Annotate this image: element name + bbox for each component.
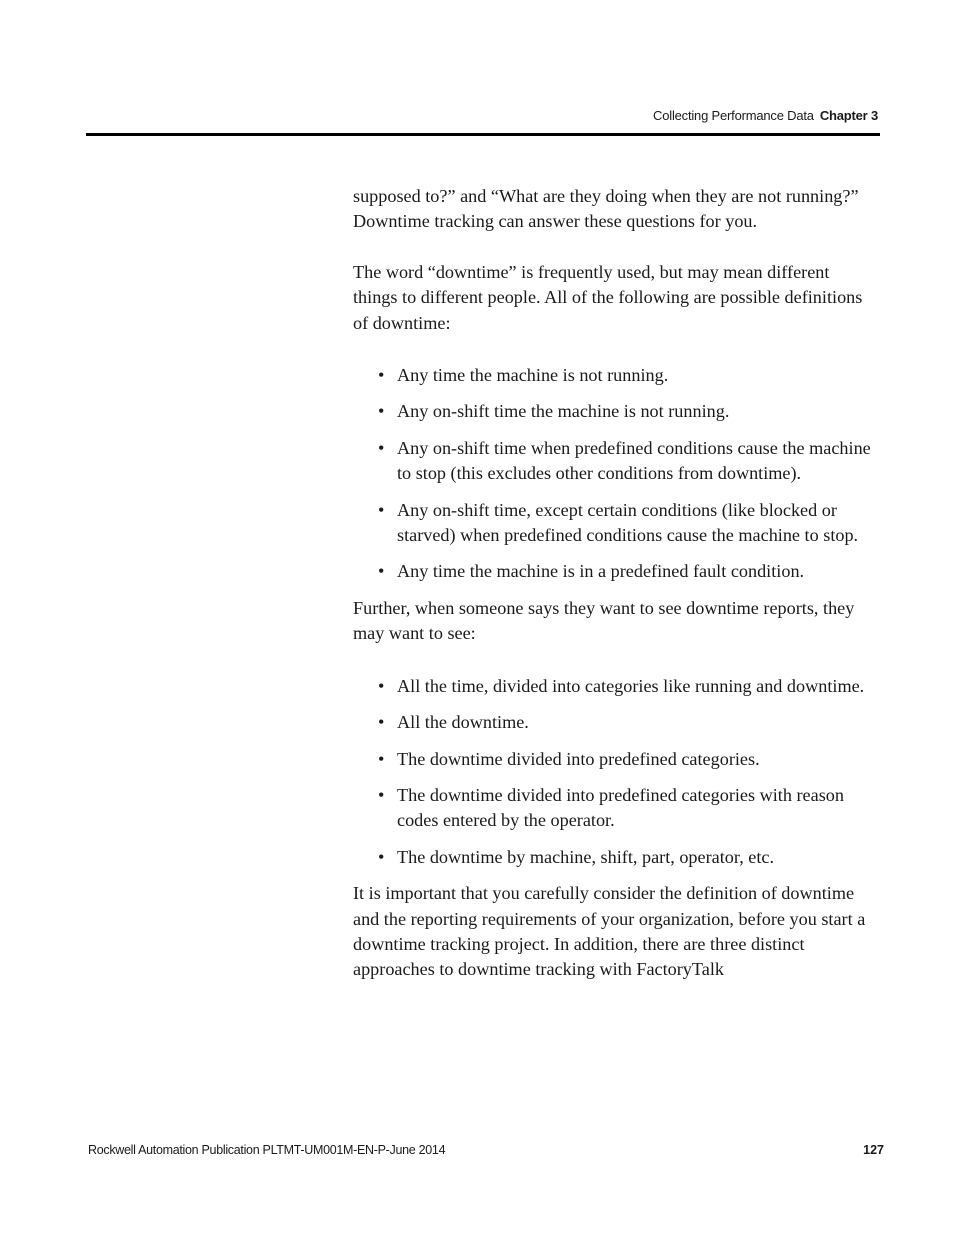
bullet-icon: • xyxy=(378,365,385,386)
list-item-text: Any time the machine is not running. xyxy=(397,365,669,386)
bullet-icon: • xyxy=(378,437,385,458)
downtime-reports-list xyxy=(353,674,873,870)
list-item-text: All the time, divided into categories like running and downtime. xyxy=(397,675,865,696)
list-item xyxy=(378,399,873,424)
list-item xyxy=(378,498,873,549)
list-item-text: Any on-shift time, except certain conditions (like blocked or starved) when predefined conditions cause the machine to stop. xyxy=(397,499,859,546)
bullet-icon: • xyxy=(378,846,385,867)
list-item xyxy=(378,710,873,735)
chapter-label: Chapter 3 xyxy=(819,108,878,123)
bullet-icon: • xyxy=(378,675,385,696)
page-number: 127 xyxy=(863,1143,884,1157)
header-rule xyxy=(86,133,880,136)
list-item-text: Any on-shift time when predefined conditions cause the machine to stop (this excludes other conditions from downtime). xyxy=(397,437,871,484)
paragraph: Further, when someone says they want to see downtime reports, they may want to see: xyxy=(353,597,855,644)
bullet-icon: • xyxy=(378,401,385,422)
list-item-text: The downtime divided into predefined categories. xyxy=(397,748,760,769)
bullet-icon: • xyxy=(378,748,385,769)
list-item xyxy=(378,747,873,772)
paragraph: It is important that you carefully consider the definition of downtime and the reporting requirements of your organization, before you start a downtime tracking project. In addition, there are three distinct approaches to downtime tracking with FactoryTalk xyxy=(353,883,866,980)
list-item-text: All the downtime. xyxy=(397,712,529,733)
publication-footer: Rockwell Automation Publication PLTMT-UM001M-EN-P-June 2014 xyxy=(88,1143,446,1157)
list-item xyxy=(378,363,873,388)
list-item xyxy=(378,559,873,584)
list-item xyxy=(378,845,873,870)
section-title: Collecting Performance Data xyxy=(653,108,814,123)
bullet-icon: • xyxy=(378,561,385,582)
list-item xyxy=(378,436,873,487)
list-item-text: Any on-shift time the machine is not running. xyxy=(397,401,730,422)
paragraph: The word “downtime” is frequently used, but may mean different things to different people. All of the following are possible definitions of downtime: xyxy=(353,261,863,333)
bullet-icon: • xyxy=(378,712,385,733)
list-item-text: The downtime divided into predefined categories with reason codes entered by the operator. xyxy=(397,784,844,831)
running-header xyxy=(653,108,878,123)
list-item xyxy=(378,783,873,834)
downtime-definitions-list xyxy=(353,363,873,585)
list-item-text: Any time the machine is in a predefined fault condition. xyxy=(397,561,805,582)
page-body xyxy=(353,184,873,983)
bullet-icon: • xyxy=(378,499,385,520)
list-item-text: The downtime by machine, shift, part, operator, etc. xyxy=(397,846,775,867)
paragraph: supposed to?” and “What are they doing when they are not running?” Downtime tracking can answer these questions for you. xyxy=(353,186,859,232)
list-item xyxy=(378,674,873,699)
bullet-icon: • xyxy=(378,784,385,805)
